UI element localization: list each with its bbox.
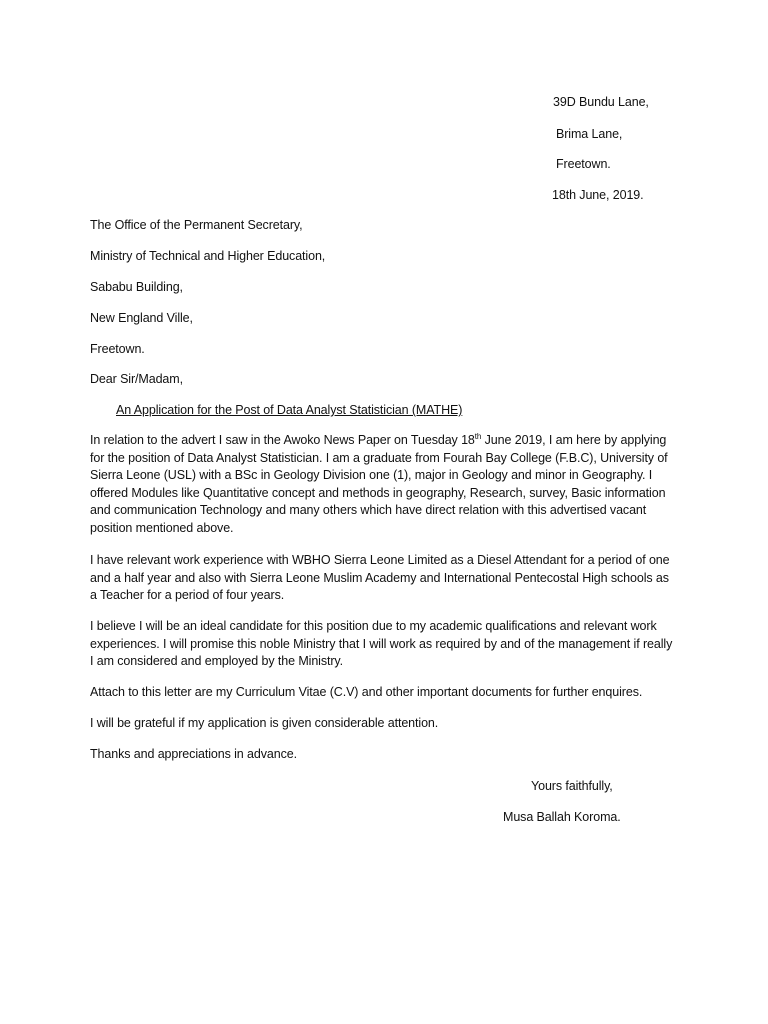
salutation: Dear Sir/Madam, [90,372,183,386]
valediction: Yours faithfully, [531,779,613,793]
body-paragraph-3: I believe I will be an ideal candidate for this position due to my academic qualifications and relevant work experiences. I will promise this noble Ministry that I will work as required by and of the management if really I am considered and employed by the Ministry. [90,619,673,669]
sender-address-line-3: Freetown. [556,157,611,171]
sender-address-line-1: 39D Bundu Lane, [553,95,649,109]
recipient-line-1: The Office of the Permanent Secretary, [90,218,303,232]
recipient-line-3: Sababu Building, [90,280,183,294]
body-paragraph-4: Attach to this letter are my Curriculum Vitae (C.V) and other important documents for further enquires. [90,685,643,699]
recipient-line-4: New England Ville, [90,311,193,325]
recipient-line-5: Freetown. [90,342,145,356]
recipient-line-2: Ministry of Technical and Higher Education, [90,249,326,263]
body-paragraph-1-text-end: June 2019, I am here by applying for the position of Data Analyst Statistician. I am a graduate from Fourah Bay College (F.B.C), University of Sierra Leone (USL) with a BSc in Geology Division one (1), major in Geology and minor in Geography. I offered Modules like Quantitative concept and methods in geography, Research, survey, Basic information and communication Technology and many others which have direct relation with this advertised vacant position mentioned above. [90,433,668,535]
body-paragraph-1 [90,432,678,538]
signature-name: Musa Ballah Koroma. [503,810,621,824]
ordinal-suffix: th [474,431,482,441]
body-paragraph-1-text-start: In relation to the advert I saw in the Awoko News Paper on Tuesday 18 [90,433,475,447]
body-paragraph-5: I will be grateful if my application is given considerable attention. [90,716,439,730]
body-paragraph-2: I have relevant work experience with WBHO Sierra Leone Limited as a Diesel Attendant for a period of one and a half year and also with Sierra Leone Muslim Academy and International Pentecostal High schools as a Teacher for a period of four years. [90,553,670,603]
subject-line: An Application for the Post of Data Analyst Statistician (MATHE) [116,403,463,417]
letter-date: 18th June, 2019. [552,188,644,202]
body-paragraph-6: Thanks and appreciations in advance. [90,747,297,761]
sender-address-line-2: Brima Lane, [556,127,623,141]
